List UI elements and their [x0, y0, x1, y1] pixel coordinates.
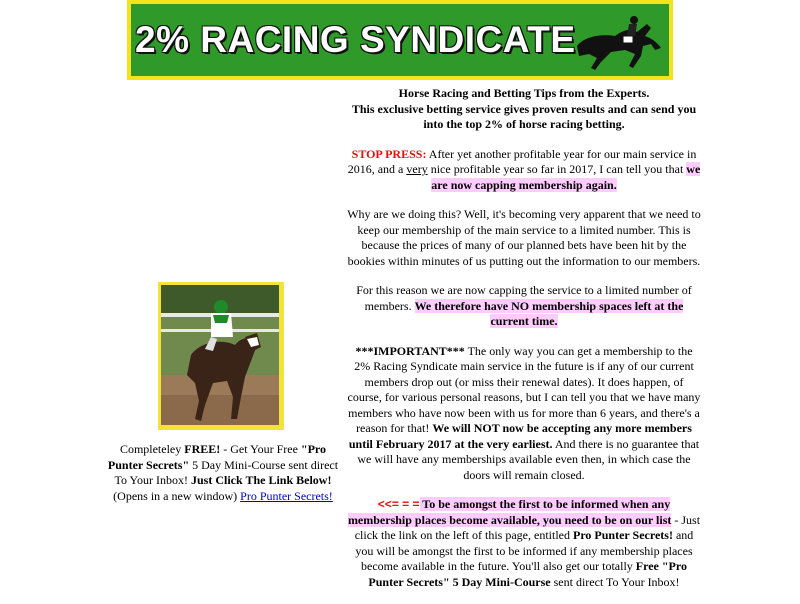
- intro-line-1: Horse Racing and Betting Tips from the Experts.: [398, 86, 650, 100]
- pro-punter-secrets-link[interactable]: Pro Punter Secrets!: [240, 488, 333, 503]
- sidebar-text: 5 Day Mini-Course sent direct To Your Inbox!: [114, 457, 339, 487]
- informed-text: sent direct To Your Inbox!: [550, 574, 680, 589]
- racehorse-icon: [571, 6, 667, 74]
- important-bold: We will NOT now be accepting any more members until February 2017 at the very earliest.: [348, 421, 692, 451]
- sidebar-promo-text: [107, 442, 339, 504]
- sidebar-text: - Get Your Free: [220, 442, 301, 456]
- capping-text: For this reason we are now capping the service to a limited number of members.: [356, 283, 692, 313]
- header-banner: [127, 0, 673, 80]
- stop-press-text: After yet another profitable year for our main service in 2016, and a: [347, 146, 697, 176]
- why-paragraph: Why are we doing this? Well, it's becoming very apparent that we need to keep our membership of the main service to a limited number. This is because the prices of many of our planned bets have been hit by the bookies within minutes of us putting out the information to our members.: [347, 207, 701, 268]
- informed-bold: Free "Pro Punter Secrets" 5 Day Mini-Course: [368, 559, 687, 589]
- intro-paragraph: [346, 86, 702, 133]
- important-label: ***IMPORTANT***: [355, 343, 465, 358]
- stop-press-very: very: [406, 162, 428, 176]
- sidebar-bold: FREE!: [184, 442, 221, 456]
- banner-background: [131, 4, 669, 76]
- important-paragraph: [346, 344, 702, 484]
- banner-title: 2% RACING SYNDICATE: [135, 19, 576, 60]
- informed-highlight: To be amongst the first to be informed when any membership places become available, you need to be on our list: [347, 497, 672, 527]
- left-arrow-icon: <<= = =: [377, 497, 420, 511]
- informed-bold: Pro Punter Secrets!: [572, 528, 673, 542]
- sidebar-bold: Just Click The Link Below!: [191, 473, 332, 487]
- capping-paragraph: [346, 283, 702, 330]
- stop-press-paragraph: [346, 147, 702, 194]
- stop-press-highlight: we are now capping membership again.: [431, 162, 701, 192]
- sidebar-text: Completeley: [119, 442, 185, 456]
- racehorse-photo: [161, 285, 279, 425]
- sidebar-bold: "Pro Punter Secrets": [107, 442, 327, 472]
- intro-line-2: This exclusive betting service gives proven results and can send you into the top 2% of horse racing betting.: [351, 101, 697, 131]
- racehorse-photo-frame: [158, 282, 284, 430]
- main-content: [346, 86, 702, 604]
- informed-text: and you will be amongst the first to be informed if any membership places become available in the future. You'll also get our totally: [355, 528, 694, 573]
- capping-highlight: We therefore have NO membership spaces left at the current time.: [414, 298, 684, 328]
- informed-text: - Just click the link on the left of this page, entitled: [354, 512, 701, 542]
- stop-press-text: nice profitable year so far in 2017, I can tell you that: [427, 162, 687, 176]
- important-text: And there is no guarantee that we will have any memberships available even then, in which case the doors will remain closed.: [357, 436, 700, 482]
- stop-press-label: STOP PRESS:: [351, 146, 427, 161]
- informed-paragraph: [346, 497, 702, 590]
- sidebar-text: (Opens in a new window): [113, 488, 241, 503]
- important-text: The only way you can get a membership to the 2% Racing Syndicate main service in the future is if any of our current members drop out (or miss their renewal dates). It does happen, of course, for various personal reasons, but I can tell you that we have many members who have now been with us for more than 6 years, and there's a reason for that!: [347, 343, 701, 435]
